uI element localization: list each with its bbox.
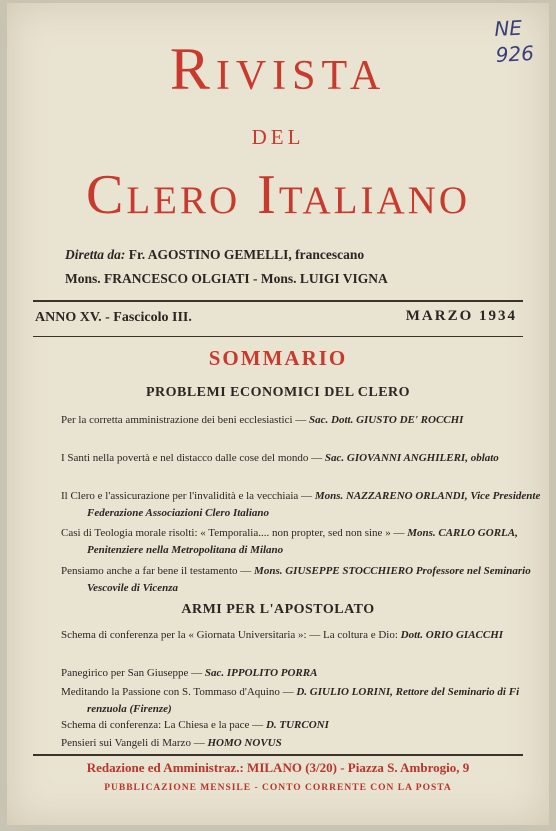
magazine-cover: [7, 3, 549, 825]
masthead-del: del: [251, 118, 305, 151]
direction-editor-1: Fr. AGOSTINO GEMELLI, francescano: [128, 247, 365, 262]
toc-entry: [61, 412, 547, 429]
footer-address: Redazione ed Amministraz.: MILANO (3/20) - Piazza S. Ambrogio, 9: [86, 760, 470, 775]
toc-entry-title: Meditando la Passione con S. Tommaso d'Aquino —: [61, 686, 297, 698]
direction-label: Diretta da:: [65, 247, 126, 262]
toc-entry-title: Pensiamo anche a far bene il testamento —: [61, 565, 255, 577]
editorial-direction: [65, 243, 388, 291]
toc-entry-title: Schema di conferenza per la « Giornata Universitaria »: — La coltura e Dio:: [61, 629, 401, 641]
toc-entry-author: Sac. Dott. GIUSTO DE' ROCCHI: [309, 414, 464, 426]
divider-rule: [33, 336, 523, 337]
toc-entry-author: Mons. NAZZARENO ORLANDI, Vice Presidente Federazione Associazioni Clero Italiano: [87, 490, 541, 519]
section-title-problemi: PROBLEMI ECONOMICI DEL CLERO: [145, 385, 411, 400]
toc-entry: [61, 684, 547, 718]
toc-entry-author: Mons. CARLO GORLA, Penitenziere nella Metropolitana di Milano: [87, 527, 518, 556]
footer-publication-note: PUBBLICAZIONE MENSILE - CONTO CORRENTE CON LA POSTA: [104, 783, 452, 793]
toc-entry-author: D. GIULIO LORINI, Rettore del Seminario di Fi renzuola (Firenze): [87, 686, 520, 715]
toc-entry-author: Sac. IPPOLITO PORRA: [204, 667, 318, 679]
toc-entry-title: Pensieri sui Vangeli di Marzo —: [61, 737, 208, 749]
toc-entry: [61, 563, 547, 597]
toc-entry-title: Panegirico per San Giuseppe —: [61, 667, 205, 679]
divider-rule: [33, 300, 523, 302]
toc-entry-author: Dott. ORIO GIACCHI: [400, 629, 504, 641]
toc-entry-author: D. TURCONI: [265, 719, 329, 731]
direction-line-2: Mons. FRANCESCO OLGIATI - Mons. LUIGI VIGNA: [65, 271, 388, 286]
toc-entry-author: Sac. GIOVANNI ANGHILERI, oblato: [324, 452, 499, 464]
toc-entry-title: Casi di Teologia morale risolti: « Temporalia.... non propter, sed non sine » —: [61, 527, 408, 539]
masthead-rivista: Rivista: [169, 36, 387, 102]
toc-entry: [61, 525, 547, 559]
section-title-armi: ARMI PER L'APOSTOLATO: [181, 602, 375, 617]
toc-entry: [61, 665, 547, 682]
toc-entry-author: HOMO NOVUS: [207, 737, 282, 749]
issue-volume: ANNO XV. - Fascicolo III.: [35, 310, 192, 325]
handwritten-note-line-1: NE: [493, 15, 523, 42]
toc-entry-title: I Santi nella povertà e nel distacco dalle cose del mondo —: [61, 452, 325, 464]
issue-date: MARZO 1934: [405, 308, 517, 324]
sommario-heading: SOMMARIO: [208, 346, 348, 370]
toc-entry: [61, 450, 547, 467]
handwritten-note-line-2: 926: [495, 40, 535, 67]
toc-entry-author: Mons. GIUSEPPE STOCCHIERO Professore nel Seminario Vescovile di Vicenza: [87, 565, 531, 594]
toc-entry: [61, 735, 547, 752]
divider-rule: [33, 754, 523, 756]
toc-entry-title: Schema di conferenza: La Chiesa e la pace —: [61, 719, 266, 731]
toc-entry: [61, 717, 547, 734]
toc-entry-title: Il Clero e l'assicurazione per l'invalidità e la vecchiaia —: [61, 490, 315, 502]
toc-entry: [61, 627, 547, 644]
direction-line-1: [65, 243, 388, 267]
toc-entry: [61, 488, 547, 522]
masthead-clero-italiano: Clero Italiano: [86, 164, 470, 226]
toc-entry-title: Per la corretta amministrazione dei beni ecclesiastici —: [61, 414, 310, 426]
